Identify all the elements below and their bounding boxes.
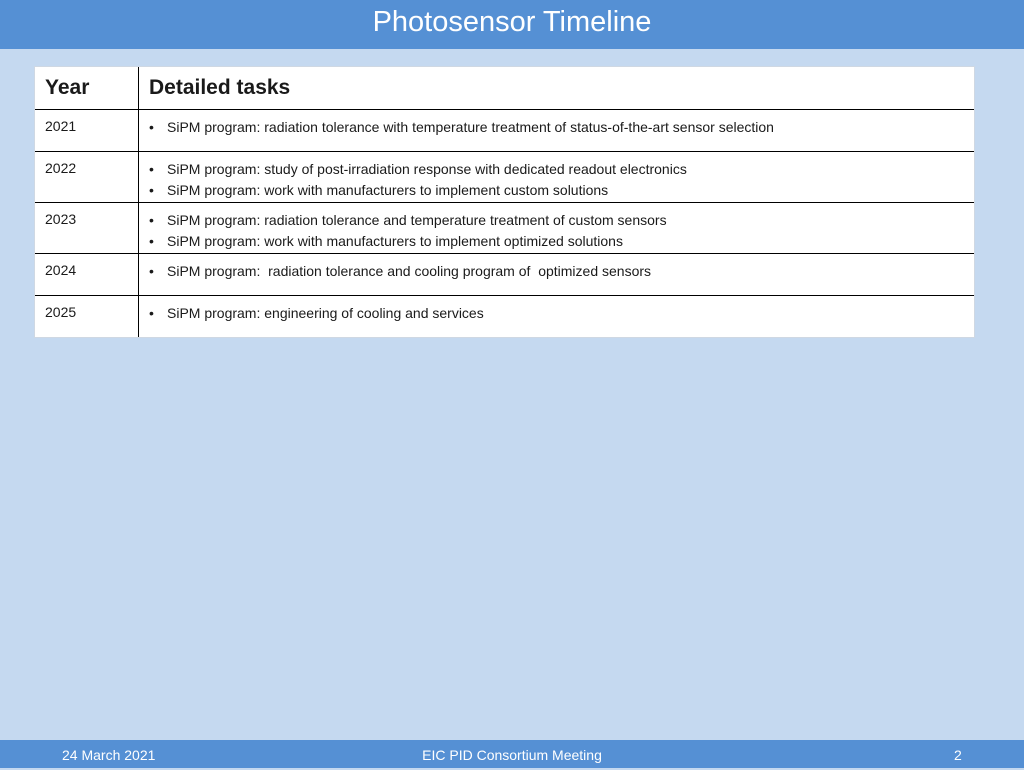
slide-number: 2 xyxy=(954,747,962,763)
table-row-year xyxy=(35,152,139,203)
task-item: • SiPM program: engineering of cooling and services xyxy=(149,303,974,324)
header-year xyxy=(35,67,139,110)
year-cell: 2023 xyxy=(45,211,77,227)
year-cell: 2024 xyxy=(45,262,77,278)
year-cell: 2021 xyxy=(45,118,77,134)
table-row-year xyxy=(35,203,139,254)
table-row-year xyxy=(35,296,139,337)
table-row-tasks xyxy=(139,296,974,337)
task-item: • SiPM program: work with manufacturers to implement custom solutions xyxy=(149,180,974,201)
table-row-year xyxy=(35,254,139,296)
timeline-table xyxy=(34,66,975,338)
table-row-tasks xyxy=(139,110,974,152)
header-year-label: Year xyxy=(45,76,90,99)
task-item: • SiPM program: work with manufacturers to implement optimized solutions xyxy=(149,231,974,252)
year-cell: 2022 xyxy=(45,160,77,176)
header-tasks xyxy=(139,67,974,110)
table-row-tasks xyxy=(139,254,974,296)
task-item: • SiPM program: study of post-irradiation response with dedicated readout electronics xyxy=(149,159,974,180)
header-tasks-label: Detailed tasks xyxy=(149,76,291,99)
footer-meeting-name: EIC PID Consortium Meeting xyxy=(422,747,602,763)
table-row-year xyxy=(35,110,139,152)
year-cell: 2025 xyxy=(45,304,77,320)
task-item: • SiPM program: radiation tolerance and cooling program of optimized sensors xyxy=(149,261,974,282)
slide-title: Photosensor Timeline xyxy=(0,0,1024,49)
footer-date: 24 March 2021 xyxy=(62,747,156,763)
table-row-tasks xyxy=(139,203,974,254)
table-row-tasks xyxy=(139,152,974,203)
footer-bar xyxy=(0,740,1024,768)
task-item: • SiPM program: radiation tolerance and temperature treatment of custom sensors xyxy=(149,210,974,231)
task-item: • SiPM program: radiation tolerance with temperature treatment of status-of-the-art sensor selection xyxy=(149,117,974,138)
